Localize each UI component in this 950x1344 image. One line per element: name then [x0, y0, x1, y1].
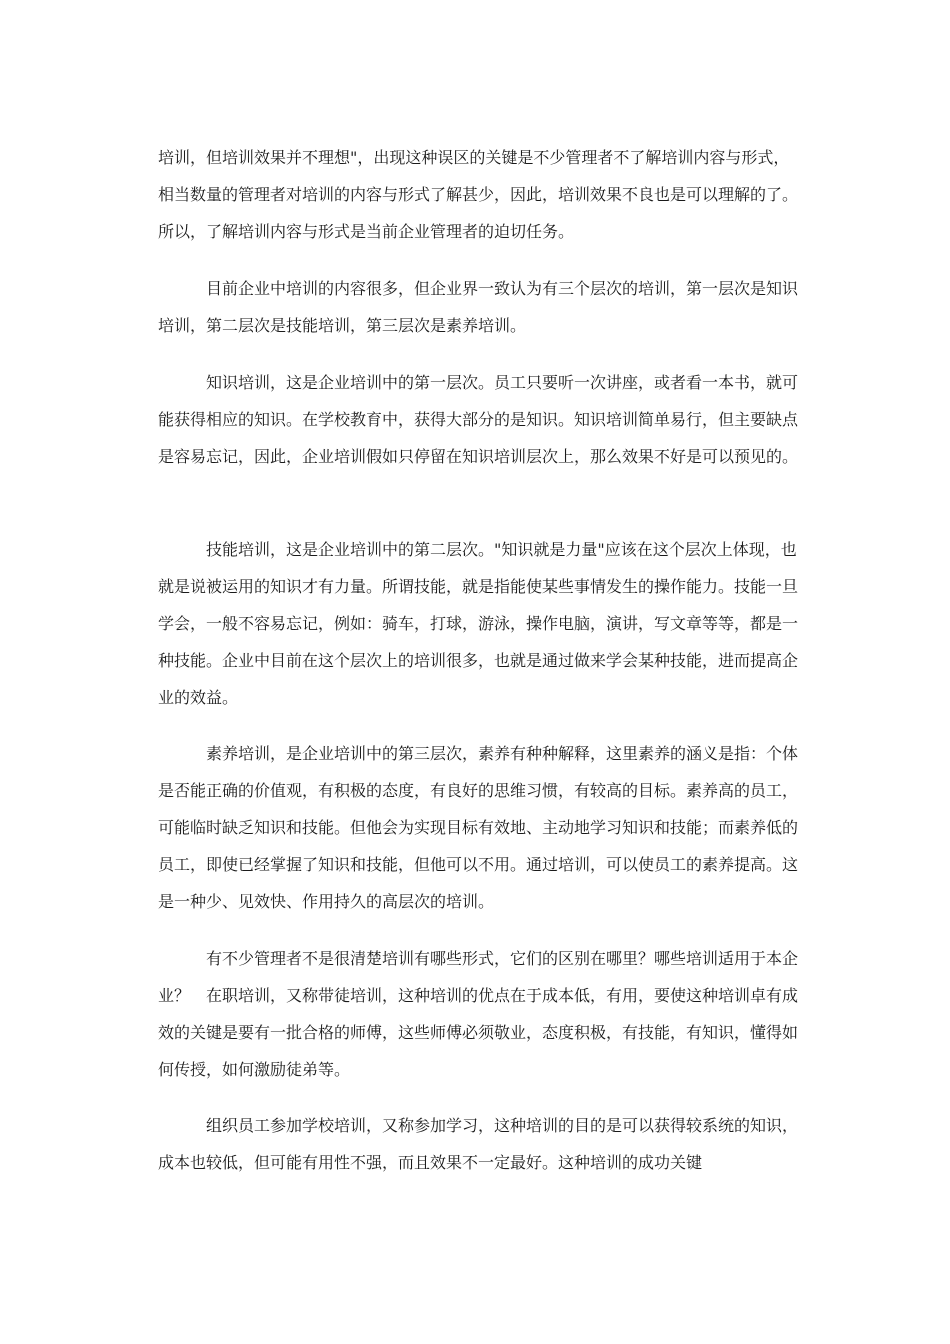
paragraph-3: 知识培训，这是企业培训中的第一层次。员工只要听一次讲座，或者看一本书，就可能获得相应的知识。在学校教育中，获得大部分的是知识。知识培训简单易行，但主要缺点是容易忘记，因此，企业培训假如只停留在知识培训层次上，那么效果不好是可以预见的。 — [158, 373, 799, 466]
paragraph-2: 目前企业中培训的内容很多，但企业界一致认为有三个层次的培训，第一层次是知识培训，第二层次是技能培训，第三层次是素养培训。 — [158, 279, 799, 335]
paragraph-4: 技能培训，这是企业培训中的第二层次。"知识就是力量"应该在这个层次上体现，也就是说被运用的知识才有力量。所谓技能，就是指能使某些事情发生的操作能力。技能一旦学会，一般不容易忘记，例如：骑车，打球，游泳，操作电脑，演讲，写文章等等，都是一种技能。企业中目前在这个层次上的培训很多，也就是通过做来学会某种技能，进而提高企业的效益。 — [158, 540, 799, 707]
paragraph-7: 组织员工参加学校培训，又称参加学习，这种培训的目的是可以获得较系统的知识，成本也较低，但可能有用性不强，而且效果不一定最好。这种培训的成功关键 — [158, 1116, 799, 1172]
paragraph-5: 素养培训，是企业培训中的第三层次，素养有种种解释，这里素养的涵义是指：个体是否能正确的价值观，有积极的态度，有良好的思维习惯，有较高的目标。素养高的员工，可能临时缺乏知识和技能。但他会为实现目标有效地、主动地学习知识和技能；而素养低的员工，即使已经掌握了知识和技能，但他可以不用。通过培训，可以使员工的素养提高。这是一种少、见效快、作用持久的高层次的培训。 — [158, 744, 799, 911]
paragraph-6: 有不少管理者不是很清楚培训有哪些形式，它们的区别在哪里？哪些培训适用于本企业？ 在职培训，又称带徒培训，这种培训的优点在于成本低，有用，要使这种培训卓有成效的关键是要有一批合格的师傅，这些师傅必须敬业，态度积极，有技能，有知识，懂得如何传授，如何激励徒弟等。 — [158, 949, 799, 1079]
paragraph-1: 培训，但培训效果并不理想"，出现这种误区的关键是不少管理者不了解培训内容与形式，相当数量的管理者对培训的内容与形式了解甚少，因此，培训效果不良也是可以理解的了。所以，了解培训内容与形式是当前企业管理者的迫切任务。 — [158, 148, 799, 241]
